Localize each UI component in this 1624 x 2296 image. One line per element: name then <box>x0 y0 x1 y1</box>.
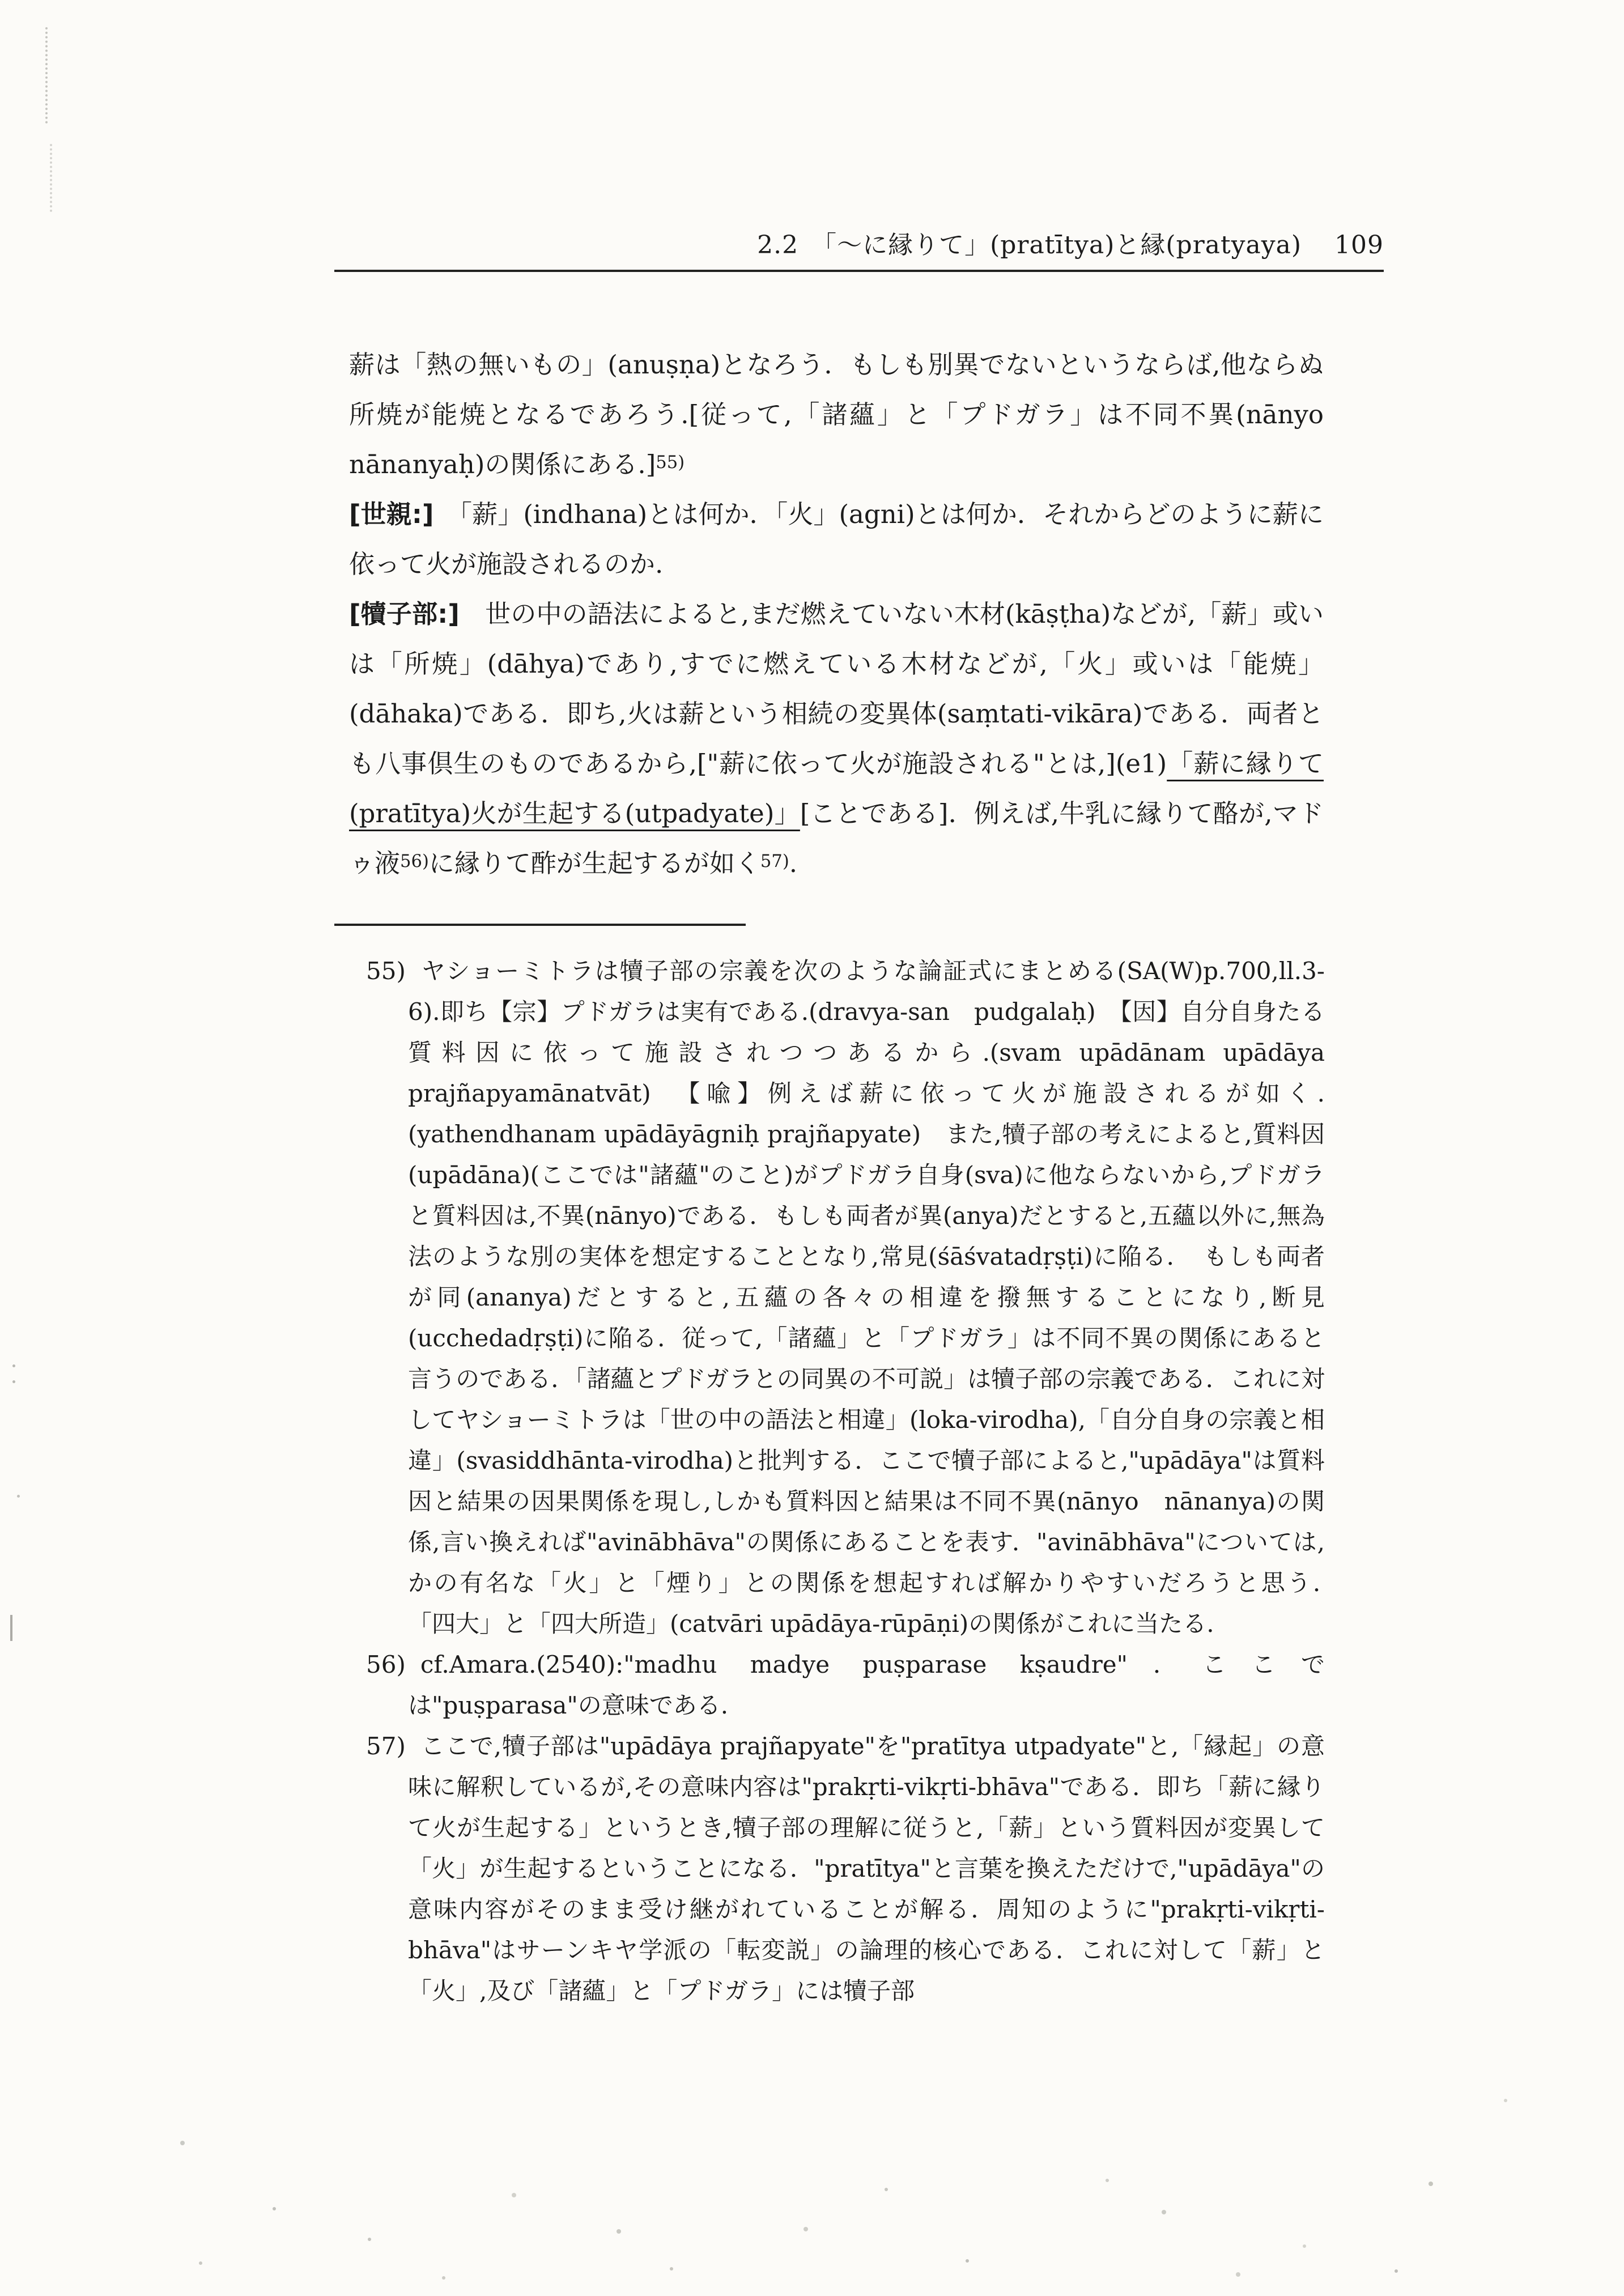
footnote-ref-57: 57) <box>760 852 789 871</box>
speaker-label-vasubandhu: [世親:] <box>349 499 434 529</box>
paragraph-vatsiputriya <box>349 589 1324 888</box>
scan-artifact-dots <box>12 1364 15 1367</box>
footnote-text: ここで,犢子部は"upādāya prajñapyate"を"pratītya utpadyate"と,「縁起」の意味に解釈しているが,その意味内容は"prakṛti-vikṛti-bhāva"である．即ち「薪に縁りて火が生起する」というとき,犢子部の理解に従うと,「薪」という質料因が変異して「火」が生起するということになる．"pratītya"と言葉を換えただけで,"upādāya"の意味内容がそのまま受け継がれていることが解る．周知のように"prakṛti-vikṛti-bhāva"はサーンキヤ学派の「転変説」の論理的核心である．これに対して「薪」と「火」,及び「諸蘊」と「プドガラ」には犢子部 <box>408 1732 1325 2005</box>
footnote-number: 55) <box>366 957 406 985</box>
underlined-quotation: 「薪に縁りて(pratītya)火が生起する(utpadyate)」 <box>349 749 1324 828</box>
footnote-ref-56: 56) <box>400 852 429 871</box>
paragraph-text: 世の中の語法によると,まだ燃えていない木材(kāṣṭha)などが,「薪」或いは「所焼」(dāhya)であり,すでに燃えている木材などが,「火」或いは「能焼」(dāhaka)である．即ち,火は薪という相続の変異体(saṃtati-vikāra)である．両者とも八事倶生のものであるから,["薪に依って火が施設される"とは,](e1) <box>349 599 1324 779</box>
paragraph-text: 薪は「熱の無いもの」(anuṣṇa)となろう．もしも別異でないというならば,他ならぬ所焼が能焼となるであろう.[従って,「諸蘊」と「プドガラ」は不同不異(nānyo nānanyaḥ)の関係にある.] <box>349 350 1350 479</box>
main-text-block <box>349 340 1350 888</box>
paragraph-continuation <box>349 340 1350 490</box>
paragraph-text: 「薪」(indhana)とは何か．「火」(agni)とは何か．それからどのように薪に依って火が施設されるのか. <box>349 499 1324 579</box>
paragraph-text: [ことである]．例えば,牛乳に縁りて酪が,マドゥ液 <box>349 798 1324 878</box>
header-rule <box>334 270 1384 272</box>
page-number: 109 <box>1334 231 1384 260</box>
footnote-56 <box>366 1644 1325 1726</box>
footnotes-section <box>366 951 1373 2012</box>
footnote-number: 56) <box>366 1651 406 1678</box>
footnote-57 <box>366 1726 1325 2012</box>
section-header-title: 2.2 「〜に縁りて」(pratītya)と縁(pratyaya) <box>757 231 1302 260</box>
scan-artifact-dotted-line <box>50 144 52 212</box>
footnote-55 <box>366 951 1373 1644</box>
scan-artifact-bar <box>10 1615 12 1641</box>
scan-speckle-noise <box>0 0 2 2</box>
paragraph-vasubandhu <box>349 490 1324 589</box>
scan-artifact-dotted-line <box>45 27 48 124</box>
footnote-number: 57) <box>366 1732 406 1760</box>
running-header <box>334 224 1384 261</box>
footnote-ref-55: 55) <box>656 453 685 473</box>
footnote-text: cf.Amara.(2540):"madhu madye puṣparase kṣaudre"．ここでは"puṣparasa"の意味である. <box>408 1651 1325 1719</box>
footnote-text: ヤショーミトラは犢子部の宗義を次のような論証式にまとめる(SA(W)p.700,ll.3-6).即ち【宗】プドガラは実有である.(dravya-san pudgalaḥ) 【因】自分自身たる質料因に依って施設されつつあるから.(svam upādānam upādāya prajñapyamānatvāt) 【喩】例えば薪に依って火が施設されるが如く.(yathendhanam upādāyāgniḥ prajñapyate) また,犢子部の考えによると,質料因(upādāna)(ここでは"諸蘊"のこと)がプドガラ自身(sva)に他ならないから,プドガラと質料因は,不異(nānyo)である．もしも両者が異(anya)だとすると,五蘊以外に,無為法のような別の実体を想定することとなり,常見(śāśvatadṛṣṭi)に陥る． もしも両者が同(ananya)だとすると,五蘊の各々の相違を撥無することになり,断見(ucchedadṛṣṭi)に陥る．従って,「諸蘊」と「プドガラ」は不同不異の関係にあると言うのである．「諸蘊とプドガラとの同異の不可説」は犢子部の宗義である．これに対してヤショーミトラは「世の中の語法と相違」(loka-virodha),「自分自身の宗義と相違」(svasiddhānta-virodha)と批判する．ここで犢子部によると,"upādāya"は質料因と結果の因果関係を現し,しかも質料因と結果は不同不異(nānyo nānanya)の関係,言い換えれば"avinābhāva"の関係にあることを表す．"avinābhāva"については,かの有名な「火」と「煙り」との関係を想起すれば解かりやすいだろうと思う． 「四大」と「四大所造」(catvāri upādāya-rūpāṇi)の関係がこれに当たる. <box>408 957 1373 1638</box>
speaker-label-vatsiputriya: [犢子部:] <box>349 599 460 629</box>
paragraph-text: に縁りて酢が生起するが如く <box>428 848 760 878</box>
paragraph-text: . <box>789 848 798 878</box>
footnote-separator <box>334 924 746 926</box>
